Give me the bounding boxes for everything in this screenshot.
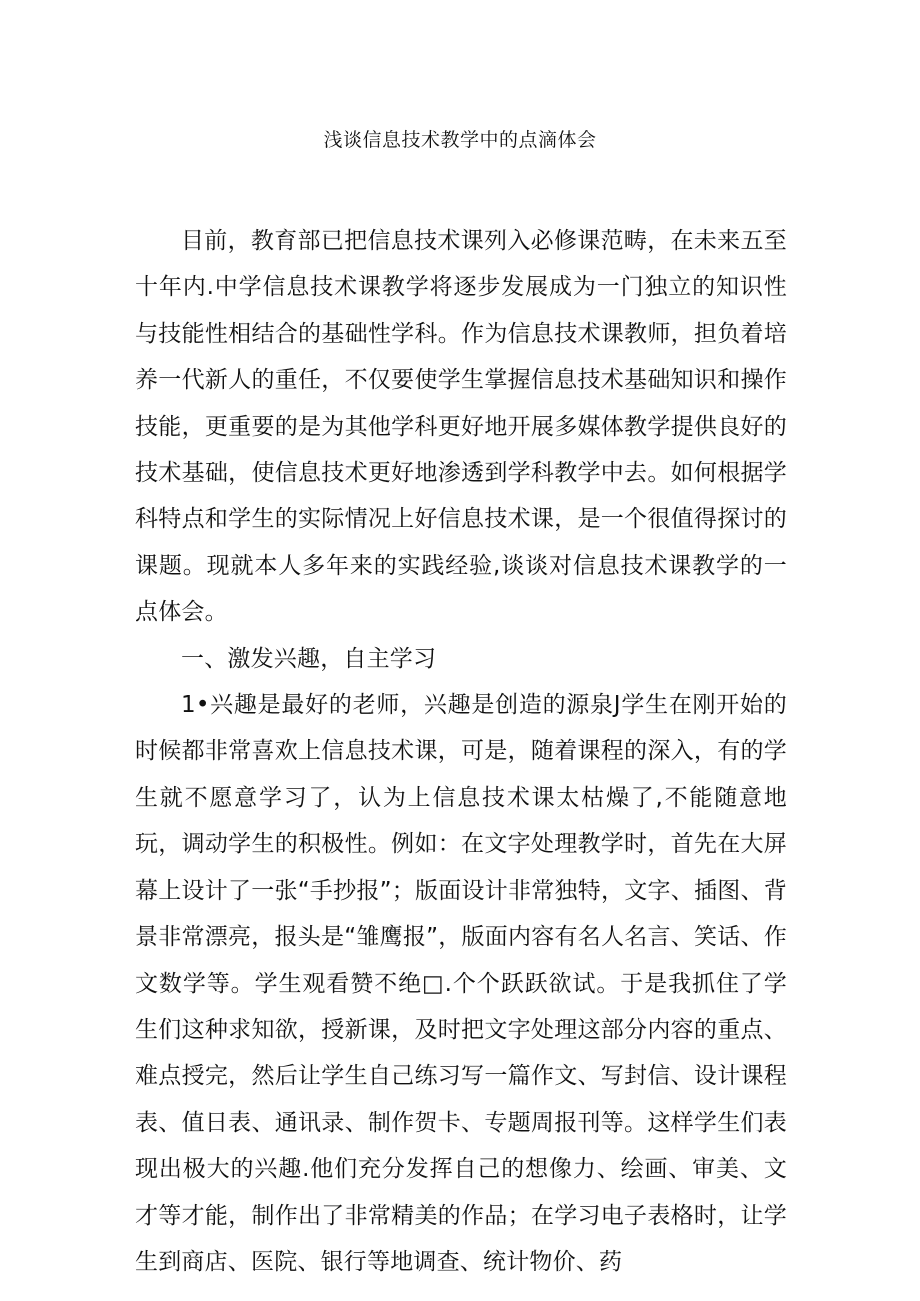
section-heading: 一、激发兴趣，自主学习 bbox=[181, 645, 437, 672]
document-body bbox=[135, 218, 787, 1285]
section-paragraph: 1•兴趣是最好的老师，兴趣是创造的源泉J学生在刚开始的时候都非常喜欢上信息技术课，可是，随着课程的深入，有的学生就不愿意学习了，认为上信息技术课太枯燥了,不能随意地玩，调动学生的积极性。例如：在文字处理教学时，首先在大屏幕上设计了一张“手抄报”；版面设计非常独特，文字、插图、背景非常漂亮，报头是“雏鹰报”，版面内容有名人名言、笑话、作文数学等。学生观看赞不绝□.个个跃跃欲试。于是我抓住了学生们这种求知欲，授新课，及时把文字处理这部分内容的重点、难点授完，然后让学生自己练习写一篇作文、写封信、设计课程表、值日表、通讯录、制作贺卡、专题周报刊等。这样学生们表现出极大的兴趣.他们充分发挥自己的想像力、绘画、审美、文才等才能，制作出了非常精美的作品；在学习电子表格时，让学生到商店、医院、银行等地调查、统计物价、药 bbox=[135, 692, 787, 1275]
intro-paragraph: 目前，教育部已把信息技术课列入必修课范畴，在未来五至十年内.中学信息技术课教学将逐步发展成为一门独立的知识性与技能性相结合的基础性学科。作为信息技术课教师，担负着培养一代新人的重任，不仅要使学生掌握信息技术基础知识和操作技能，更重要的是为其他学科更好地开展多媒体教学提供良好的技术基础，使信息技术更好地渗透到学科教学中去。如何根据学科特点和学生的实际情况上好信息技术课，是一个很值得探讨的课题。现就本人多年来的实践经验,谈谈对信息技术课教学的一点体会。 bbox=[135, 228, 787, 626]
document-title: 浅谈信息技术教学中的点滴体会 bbox=[323, 129, 597, 151]
